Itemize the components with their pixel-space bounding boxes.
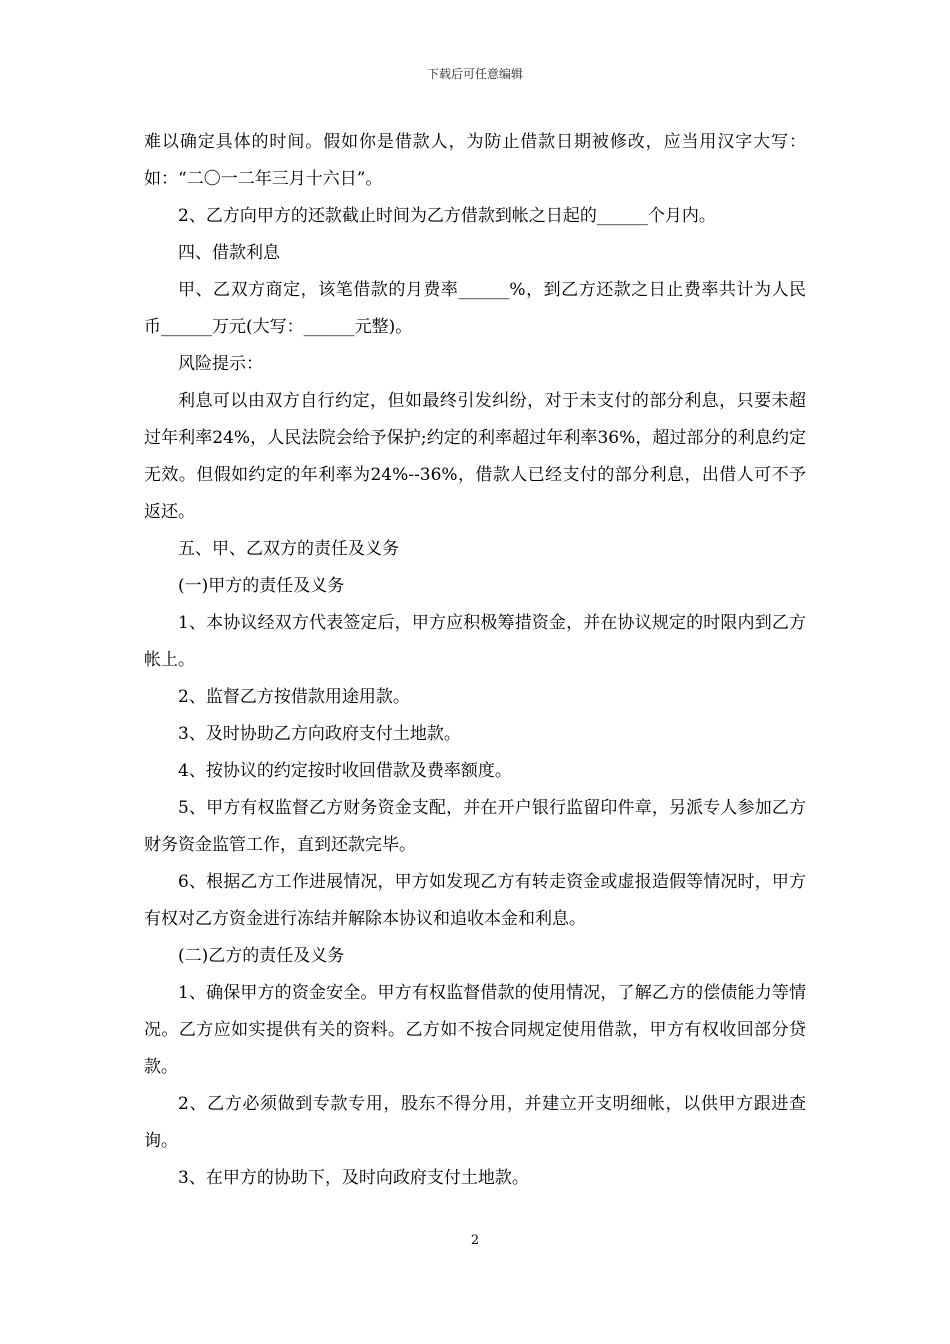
paragraph-risk-notice: 利息可以由双方自行约定，但如最终引发纠纷，对于未支付的部分利息，只要未超过年利率24%，人民法院会给予保护;约定的利率超过年利率36%，超过部分的利息约定无效。但假如约定的年利率为24%--36%，借款人已经支付的部分利息，出借人可不予返还。 [144, 391, 806, 522]
risk-notice-heading: 风险提示： [178, 354, 263, 374]
party-a-item-6: 6、根据乙方工作进展情况，甲方如发现乙方有转走资金或虚报造假等情况时，甲方有权对乙方资金进行冻结并解除本协议和追收本金和利息。 [144, 872, 806, 929]
paragraph-repayment-deadline: 2、乙方向甲方的还款截止时间为乙方借款到帐之日起的______个月内。 [178, 206, 716, 226]
section-heading-responsibilities: 五、甲、乙双方的责任及义务 [178, 539, 399, 559]
page-header: 下载后可任意编辑 [426, 67, 523, 81]
party-a-item-5: 5、甲方有权监督乙方财务资金支配，并在开户银行监留印件章，另派专人参加乙方财务资金监管工作，直到还款完毕。 [144, 798, 806, 855]
subsection-heading-party-a: (一)甲方的责任及义务 [178, 576, 345, 596]
party-a-item-1: 1、本协议经双方代表签定后，甲方应积极筹措资金，并在协议规定的时限内到乙方帐上。 [144, 613, 806, 670]
document-body [144, 124, 806, 1197]
party-b-item-2: 2、乙方必须做到专款专用，股东不得分用，并建立开支明细帐，以供甲方跟进查询。 [144, 1094, 806, 1151]
party-a-item-4: 4、按协议的约定按时收回借款及费率额度。 [178, 761, 512, 781]
party-a-item-2: 2、监督乙方按借款用途用款。 [178, 687, 410, 707]
party-a-item-3: 3、及时协助乙方向政府支付土地款。 [178, 724, 461, 744]
party-b-item-1: 1、确保甲方的资金安全。甲方有权监督借款的使用情况，了解乙方的偿债能力等情况。乙方应如实提供有关的资料。乙方如不按合同规定使用借款，甲方有权收回部分贷款。 [144, 983, 806, 1077]
section-heading-interest: 四、借款利息 [178, 243, 280, 263]
party-b-item-3: 3、在甲方的协助下，及时向政府支付土地款。 [178, 1168, 529, 1188]
page-number: 2 [470, 1233, 480, 1248]
paragraph-continuation: 难以确定具体的时间。假如你是借款人，为防止借款日期被修改，应当用汉字大写：如：“二〇一二年三月十六日”。 [144, 132, 806, 189]
paragraph-interest-rate: 甲、乙双方商定，该笔借款的月费率______%，到乙方还款之日止费率共计为人民币______万元(大写：______元整)。 [144, 280, 806, 337]
subsection-heading-party-b: (二)乙方的责任及义务 [178, 946, 345, 966]
